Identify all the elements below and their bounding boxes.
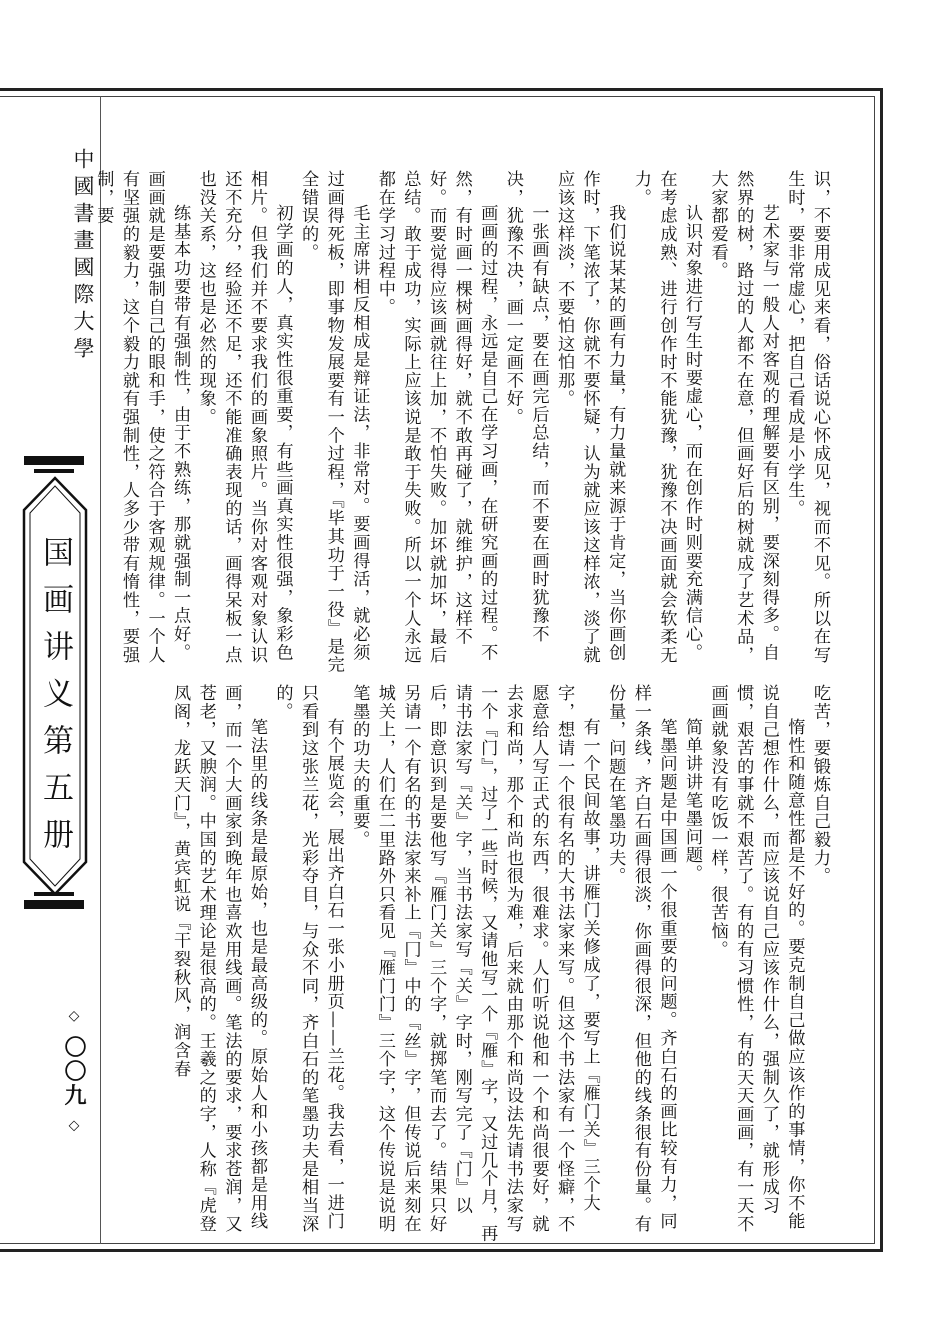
paragraph: 吃苦，要锻炼自己毅力。	[810, 684, 830, 886]
paragraph: 一张画有缺点，要在画完后总结，而不要在画时犹豫不决，犹豫不决，画一定画不好。	[502, 170, 549, 644]
paragraph: 简单讲讲笔墨问题。	[682, 718, 703, 884]
banner-cap-bottom-inner	[34, 892, 74, 896]
paragraph: 笔墨问题是中国画一个很重要的问题。齐白石的画比较有力，同样一条线，齐白石画得很淡，你画得很深，但他的线条很有份量。有份量，问题在笔墨功夫。	[605, 684, 677, 1233]
text-block-top	[93, 170, 832, 674]
paragraph: 惰性和随意性都是不好的。要克制自己做应该作的事情，你不能说自己想作什么，而应该说自己应该作什么，强制久了，就形成习惯，艰苦的事就不艰苦了。有的有习惯性，有的天天画画，有一天不画画就象没有吃饭一样，很苦恼。	[707, 684, 805, 1233]
paragraph: 练基本功要带有强制性，由于不熟练，那就强制一点好。画画就是要强制自己的眼和手，使之符合于客观规律。一个人有坚强的毅力，这个毅力就有强制性，人多少带有惰性，要强制，要	[93, 170, 191, 665]
page-number-text: 〇〇九	[61, 1035, 87, 1108]
paragraph: 我们说某某的画有力量，有力量就来源于肯定，当你画创作时，下笔浓了，你就不要怀疑，认为就应该这样浓，淡了就应该这样淡，不要怕这怕那。	[554, 170, 626, 665]
banner-cap-top	[24, 456, 84, 465]
paragraph: 有个展览会，展出齐白石一张小册页——兰花。我去看，一进门只看到这张兰花，光彩夺目，与众不同，齐白石的笔墨功夫是相当深的。	[272, 684, 344, 1233]
banner-cap-bottom	[24, 900, 84, 909]
paragraph: 认识对象进行写生时要虚心，而在创作时则要充满信心。在考虑成熟、进行创作时不能犹豫，犹豫不决画面就会软柔无力。	[630, 170, 703, 665]
paragraph: 毛主席讲相反相成是辩证法，非常对。要画得活，就必须过画得死板，即事物发展要有一个过程，『毕其功于一役』是完全错误的。	[298, 170, 370, 674]
banner-cap-top-inner	[34, 469, 74, 473]
volume-title: 国画讲义第五册	[37, 535, 73, 865]
paragraph: 艺术家与一般人对客观的理解要有区别，要深刻得多。自然界的树，路过的人都不在意，但画好后的树就成了艺术品，大家都爱看。	[707, 170, 779, 665]
paragraph: 初学画的人，真实性很重要，有些画真实性很强，象彩色相片。但我们并不要求我们的画象照片。当你对客观对象认识还不充分，经验还不足，还不能准确表现的话，画得呆板一点也没关系，这也是必然的现象。	[195, 170, 293, 665]
page-number	[56, 1008, 90, 1135]
paragraph: 有一个民间故事，讲雁门关修成了，要写上『雁门关』三个大字，想请一个很有名的大书法家来写。但这个书法家有一个怪癖，不愿意给人写正式的东西，很难求。人们听说他和一个和尚很要好，就去求和尚，那个和尚也很为难，后来就由那个和尚设法先请书法家写一个『门』，过了一些时候，又请他写一个『雁』字，又过几个月，再请书法家写『关』字，当书法家写『关』字时，刚写完了『门』以后，即意识到是要他写『雁门关』三个字，就掷笔而去了。结果只好另请一个有名的书法家来补上『冂』中的『丝』字，但传说后来刻在城关上，人们在二里路外只看见『雁门门』三个字，这个传说是说明笔墨的功夫的重要。	[349, 684, 600, 1243]
university-name: 中國書畫國際大學	[71, 148, 95, 364]
paragraph: 画画的过程，永远是自己在学习画，在研究画的过程。不然，有时画一棵树画得好，就不敢再碰了，就维护，这样不好。而要觉得应该画就往上加，不怕失败。加坏就加坏，最后总结。敢于成功，实际上应该说是敢于失败。所以一个人永远都在学习过程中。	[374, 170, 498, 665]
ornament-diamond-icon: ◇	[66, 1117, 82, 1136]
paragraph: 识，不要用成见来看，俗话说心怀成见，视而不见。所以在写生时，要非常虚心，把自己看成是小学生。	[784, 170, 830, 665]
ornament-diamond-icon: ◇	[66, 1008, 82, 1026]
text-block-bottom	[150, 684, 832, 1244]
paragraph: 笔法里的线条是最原始，也是最高级的。原始人和小孩都是用线画，而一个大画家到晚年也喜欢用线画。笔法的要求，要求苍润，又苍老，又腴润。中国的艺术理论是很高的。王羲之的字，人称『虎登凤阁，龙跃天门』，黄宾虹说『干裂秋风，润含春	[170, 684, 267, 1233]
